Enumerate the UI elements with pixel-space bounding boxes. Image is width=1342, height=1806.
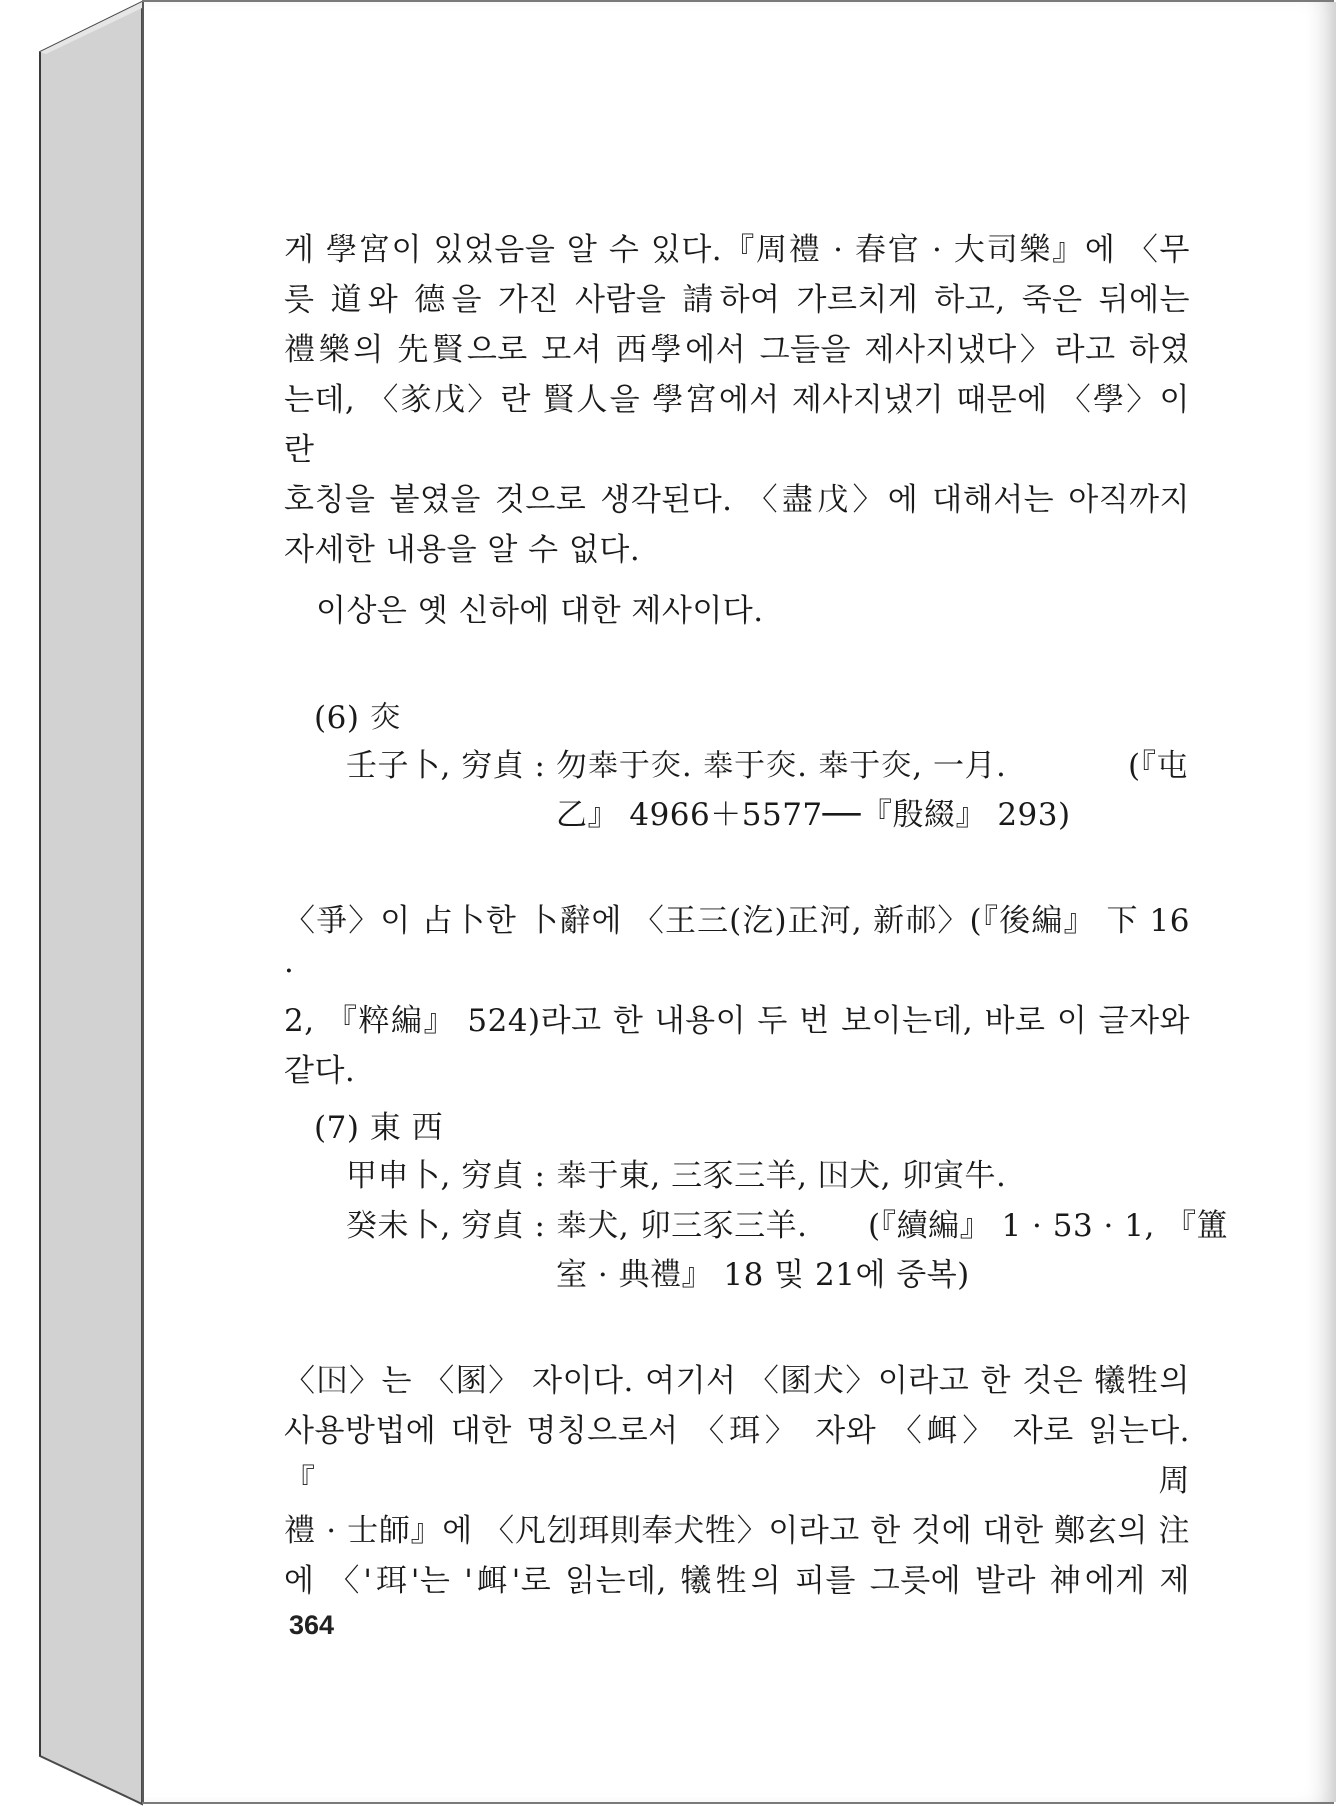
text-line: 에 〈'珥'는 '衈'로 읽는데, 犧牲의 피를 그릇에 발라 神에게 제 bbox=[284, 1563, 1190, 1599]
section-6-citation-start: (『屯 bbox=[1128, 748, 1189, 784]
text-line: 〈爭〉이 占卜한 卜辭에 〈王三(汔)正河, 新𨙶〉(『後編』 下 16 · bbox=[284, 903, 1190, 989]
page-bottom-edge bbox=[142, 1802, 1334, 1804]
paragraph-2 bbox=[316, 586, 1222, 636]
text-line: 같다. bbox=[284, 1053, 356, 1089]
section-7-citation: 室 · 典禮』 18 및 21에 중복) bbox=[556, 1257, 970, 1293]
section-7-heading: (7) 東 西 bbox=[314, 1110, 444, 1146]
text-line: 사용방법에 대한 명칭으로서 〈珥〉 자와 〈衈〉 자로 읽는다.『周 bbox=[284, 1413, 1190, 1499]
paragraph-4 bbox=[284, 1356, 1190, 1606]
section-6-inscription bbox=[346, 741, 1176, 791]
paragraph-3 bbox=[284, 896, 1190, 1096]
book-spine bbox=[0, 0, 150, 1806]
text-line: 자세한 내용을 알 수 없다. bbox=[284, 532, 641, 568]
text-line: 이상은 옛 신하에 대한 제사이다. bbox=[316, 593, 764, 629]
section-6-citation: 乙』 4966＋5577──『殷綴』 293) bbox=[556, 797, 1071, 833]
text-line: 2, 『粹編』 524)라고 한 내용이 두 번 보이는데, 바로 이 글자와 bbox=[284, 1003, 1190, 1039]
inscription-line: 甲申卜, 穷貞 : 𠦪于東, 三豕三羊, 𡆥犬, 卯寅牛. bbox=[346, 1158, 1007, 1194]
text-line: 는데, 〈㒸戊〉란 賢人을 學宮에서 제사지냈기 때문에 〈學〉이란 bbox=[284, 382, 1190, 468]
text-line: 호칭을 붙였을 것으로 생각된다. 〈盡戊〉에 대해서는 아직까지 bbox=[284, 482, 1190, 518]
section-7-citation-start: (『續編』 1 · 53 · 1, 『簠 bbox=[868, 1208, 1229, 1244]
inscription-line: 壬子卜, 穷貞 : 勿𠦪于𤆍. 𠦪于𤆍. 𠦪于𤆍, 一月. bbox=[346, 748, 1007, 784]
text-line: 〈𡆥〉는 〈圂〉 자이다. 여기서 〈圂犬〉이라고 한 것은 犧牲의 bbox=[284, 1363, 1190, 1399]
paragraph-1 bbox=[284, 225, 1190, 575]
text-line: 禮 · 士師』에 〈凡刉珥則奉犬牲〉이라고 한 것에 대한 鄭玄의 注 bbox=[284, 1513, 1190, 1549]
text-line: 릇 道와 德을 가진 사람을 請하여 가르치게 하고, 죽은 뒤에는 bbox=[284, 282, 1190, 318]
section-6-heading: (6) 𤆍 bbox=[314, 700, 402, 736]
text-line: 禮樂의 先賢으로 모셔 西學에서 그들을 제사지냈다〉라고 하였 bbox=[284, 332, 1190, 368]
page-number: 364 bbox=[289, 1610, 335, 1640]
inscription-line: 癸未卜, 穷貞 : 𠦪犬, 卯三豕三羊. bbox=[346, 1208, 808, 1244]
text-line: 게 學宮이 있었음을 알 수 있다.『周禮 · 春官 · 大司樂』에 〈무 bbox=[284, 232, 1190, 268]
